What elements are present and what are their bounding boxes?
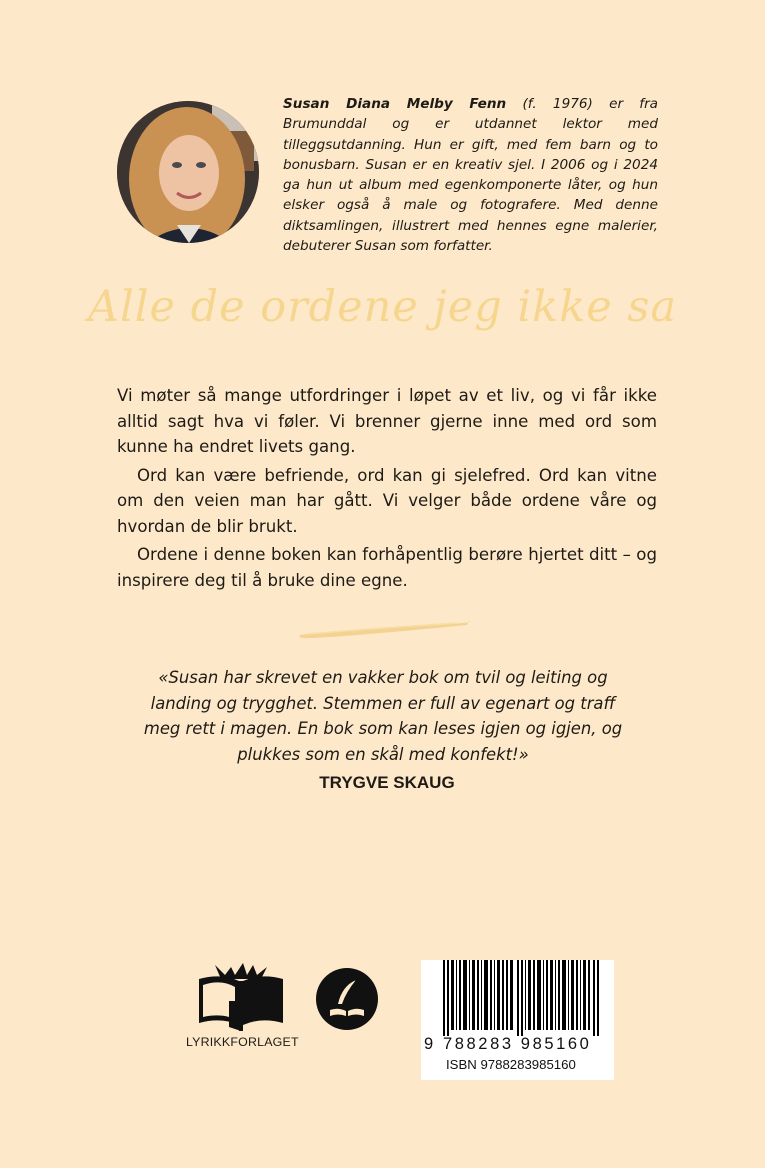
feather-book-icon <box>316 968 378 1030</box>
author-name: Susan Diana Melby Fenn <box>283 96 507 112</box>
blurb <box>117 383 657 596</box>
barcode-digits: 9 788283 985160 <box>424 1035 592 1053</box>
book-title: Alle de ordene jeg ikke sa <box>87 282 678 332</box>
isbn-number: ISBN 9788283985160 <box>446 1057 576 1072</box>
review-quote: «Susan har skrevet en vakker bok om tvil og leiting og landing og trygghet. Stemmen er full av egenart og traff meg rett i magen. En bok som kan leses igjen og igjen, og plukkes som en skål med konfekt!» <box>143 668 623 764</box>
blurb-paragraph: Ord kan være befriende, ord kan gi sjelefred. Ord kan vitne om den veien man har gått. Vi velger både ordene våre og hvordan de blir brukt. <box>117 465 657 536</box>
author-bio-text: (f. 1976) er fra Brumunddal og er utdannet lektor med tilleggsutdanning. Hun er gift, med fem barn og to bonusbarn. Susan er en kreativ sjel. I 2006 og i 2024 ga hun ut album med egenkomponerte låter, og hun elsker også å male og fotografere. Med denne diktsamlingen, illustrert med hennes egne malerier, debuterer Susan som forfatter. <box>283 96 658 255</box>
open-book-icon <box>191 961 291 1033</box>
author-photo <box>117 101 259 243</box>
blurb-paragraph: Ordene i denne boken kan forhåpentlig berøre hjertet ditt – og inspirere deg til å bruke dine egne. <box>117 545 657 590</box>
author-portrait-image <box>117 101 259 243</box>
barcode-bars <box>421 960 614 1036</box>
brush-divider <box>297 615 472 645</box>
blurb-paragraph: Vi møter så mange utfordringer i løpet av et liv, og vi får ikke alltid sagt hva vi føler. Vi brenner gjerne inne med ord som kunne ha endret livets gang. <box>117 386 657 456</box>
quote-author: TRYGVE SKAUG <box>319 773 455 792</box>
author-bio <box>283 94 658 256</box>
publisher-logo <box>186 961 299 1053</box>
publisher-name: LYRIKKFORLAGET <box>186 1035 299 1049</box>
isbn-barcode <box>421 960 614 1080</box>
